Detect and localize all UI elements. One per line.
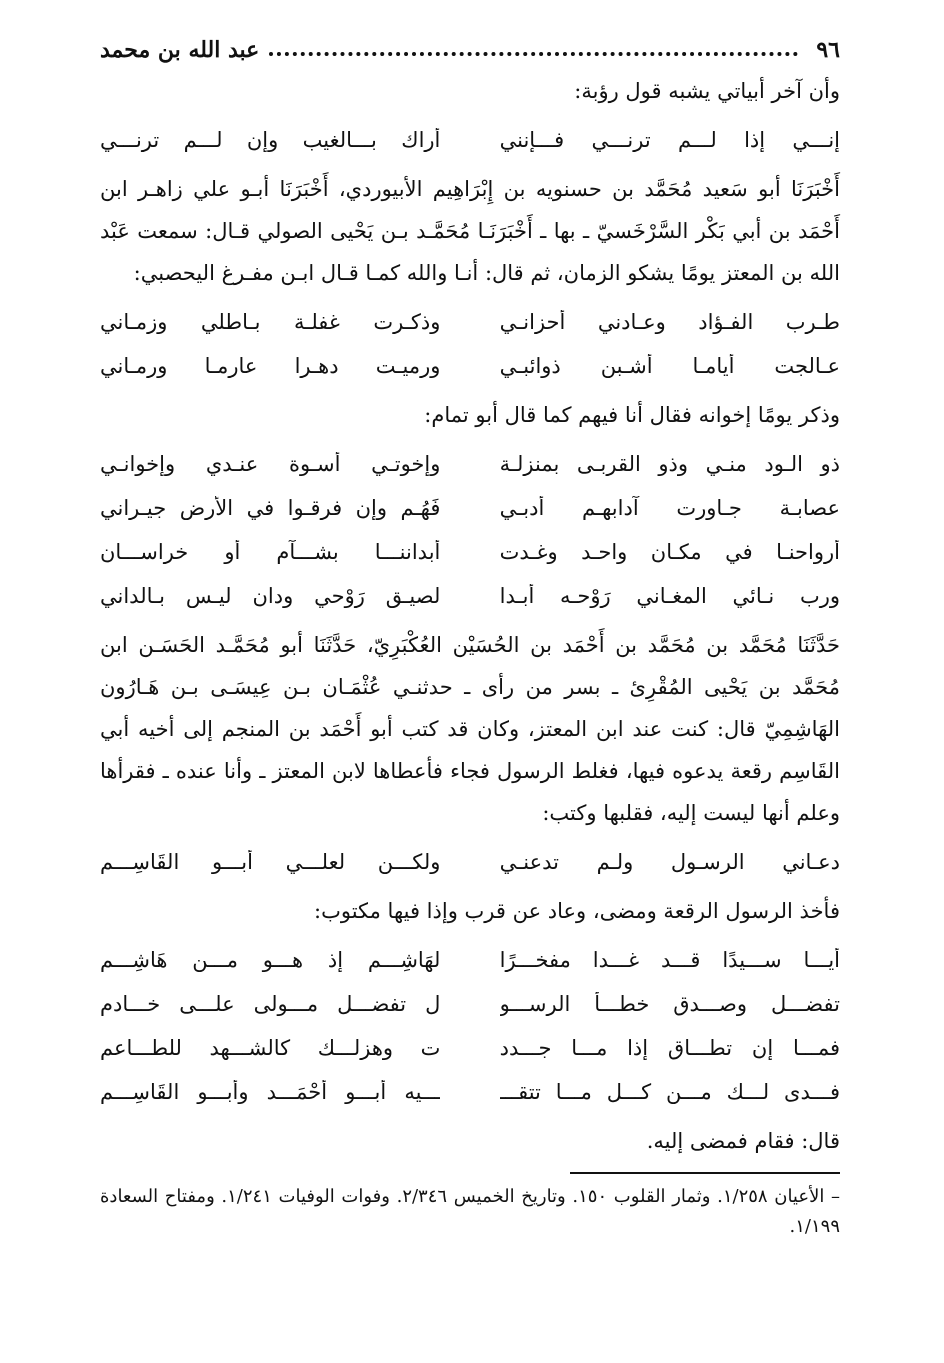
verse-first-hemistich: أيـــا ســـيدًا قـــد غـــدا مفخـــرًا <box>499 948 840 972</box>
verse-block-ibn-mutazz <box>100 840 840 884</box>
verse-line <box>100 1026 840 1070</box>
paragraph-isnad-hashimi: حَدَّثَنَا مُحَمَّد بن مُحَمَّد بن أَحْمَد بن الحُسَيْن العُكْبَرِيّ، حَدَّثَنَا أبو مُحَمَّـد الحَسَـن ابن مُحَمَّد بن يَحْيى المُقْرِئ ـ بسر من رأى ـ حدثنـي عُثْمَـان بـن عِيسَـى بـن هَـارُون الهَاشِمِيّ قال: كنت عند ابن المعتز، وكان قد كتب أبو أَحْمَد بن المنجم إلى أخيه أبي القَاسِم رقعة يدعوه فيها، فغلط الرسول فجاء فأعطاها لابن المعتز ـ وأنا عنده ـ فقرأها وعلم أنها ليست إليه، فقلبها وكتب: <box>100 633 840 825</box>
book-page <box>100 30 840 1330</box>
verse-first-hemistich: عصابـة جـاورت آدابهـم أدبـي <box>499 496 840 520</box>
verse-line <box>100 300 840 344</box>
verse-first-hemistich: تفضـــل وصـــدق خطـــأ الرســـو <box>499 992 840 1016</box>
verse-line <box>100 938 840 982</box>
verse-first-hemistich: أرواحنـا في مكـان واحـد وغـدت <box>499 540 840 564</box>
verse-second-hemistich: أبداننـــا بشـــآم أو خراســـان <box>100 540 441 564</box>
verse-first-hemistich: فـــدى لـــك مـــن كـــل مـــا تتقـــ <box>499 1080 840 1104</box>
verse-second-hemistich: أراك بـــالغيب وإن لـــم ترنـــي <box>100 128 441 152</box>
verse-second-hemistich: لصيـق رَوْحي ودان ليـس بـالداني <box>100 584 441 608</box>
verse-first-hemistich: طـرب الفـؤاد وعـادني أحزانـي <box>499 310 840 334</box>
verse-line <box>100 486 840 530</box>
verse-block-ibn-mufarrigh <box>100 300 840 388</box>
header-leader-dots <box>269 52 798 56</box>
verse-line <box>100 840 840 884</box>
paragraph-isnad-suli: أَخْبَرَنَا أبو سَعيد مُحَمَّد بن حسنويه بن إِبْرَاهِيم الأبيوردي، أَخْبَرَنَا أبـو علي زاهـر ابن أَحْمَد بن أبي بَكْر السَّرْخَسيّ ـ بها ـ أَخْبَرَنَـا مُحَمَّـد بـن يَحْيى الصولي قـال: سمعت عَبْد الله بن المعتز يومًا يشكو الزمان، ثم قال: أنـا والله كمـا قـال ابـن مفـرغ اليحصبي: <box>100 177 840 285</box>
verse-first-hemistich: ذو الـود منـي وذو القربـى بمنزلـة <box>499 452 840 476</box>
running-title: عبد الله بن محمد <box>100 37 260 63</box>
verse-line <box>100 1070 840 1114</box>
verse-first-hemistich: دعـاني الرسـول ولـم تدعنـي <box>499 850 840 874</box>
verse-line <box>100 530 840 574</box>
verse-line <box>100 442 840 486</box>
paragraph-abu-tammam-intro: وذكر يومًا إخوانه فقال أنا فيهم كما قال أبو تمام: <box>424 403 840 427</box>
page-number: ٩٦ <box>816 37 840 63</box>
verse-second-hemistich: وإخوتـي أسـوة عنـدي وإخوانـي <box>100 452 441 476</box>
paragraph-intro: وأن آخر أبياتي يشبه قول رؤبة: <box>574 79 840 103</box>
verse-second-hemistich: ت وهزلـــك كالشـــهد للطـــاعم <box>100 1036 441 1060</box>
verse-first-hemistich: عـالجت أيامـا أشـبن ذوائبـي <box>499 354 840 378</box>
verse-block-reply <box>100 938 840 1114</box>
footnote: – الأعيان ١/٢٥٨. وثمار القلوب ١٥٠. وتاريخ الخميس ٢/٣٤٦. وفوات الوفيات ١/٢٤١. ومفتاح السعادة ١/١٩٩. <box>100 1186 841 1237</box>
verse-second-hemistich: فَهُـم وإن فرقـوا في الأرض جيـراني <box>100 496 441 520</box>
verse-second-hemistich: ورميـت دهـرا عارمـا ورمـاني <box>100 354 441 378</box>
page-header <box>100 30 840 70</box>
verse-second-hemistich: لهَاشِـــم إذ هـــو مـــن هَاشِـــم <box>100 948 441 972</box>
verse-line <box>100 982 840 1026</box>
footnote-separator <box>570 1172 840 1174</box>
verse-line <box>100 118 840 162</box>
paragraph-closing: قال: فقام فمضى إليه. <box>646 1129 840 1153</box>
verse-line <box>100 574 840 618</box>
verse-second-hemistich: ولكـــن لعلـــي أبـــو القَاسِـــم <box>100 850 441 874</box>
verse-block-abu-tammam <box>100 442 840 618</box>
verse-first-hemistich: ورب نـائي المغـاني رَوْحـه أبـدا <box>499 584 840 608</box>
verse-line <box>100 344 840 388</box>
verse-block-ruba <box>100 118 840 162</box>
verse-first-hemistich: إنـــي إذا لـــم ترنـــي فـــإنني <box>499 128 840 152</box>
paragraph-messenger-return: فأخذ الرسول الرقعة ومضى، وعاد عن قرب وإذا فيها مكتوب: <box>314 899 840 923</box>
verse-second-hemistich: وذكـرت غفلـة بـاطلي وزمـاني <box>100 310 441 334</box>
verse-second-hemistich: ل تفضـــل مـــولى علـــى خـــادم <box>100 992 441 1016</box>
verse-second-hemistich: ـــيه أبـــو أَحْمَـــد وأبـــو القَاسِـــم <box>100 1080 441 1104</box>
verse-first-hemistich: فمـــا إن تطـــاق إذا مـــا جـــدد <box>499 1036 840 1060</box>
